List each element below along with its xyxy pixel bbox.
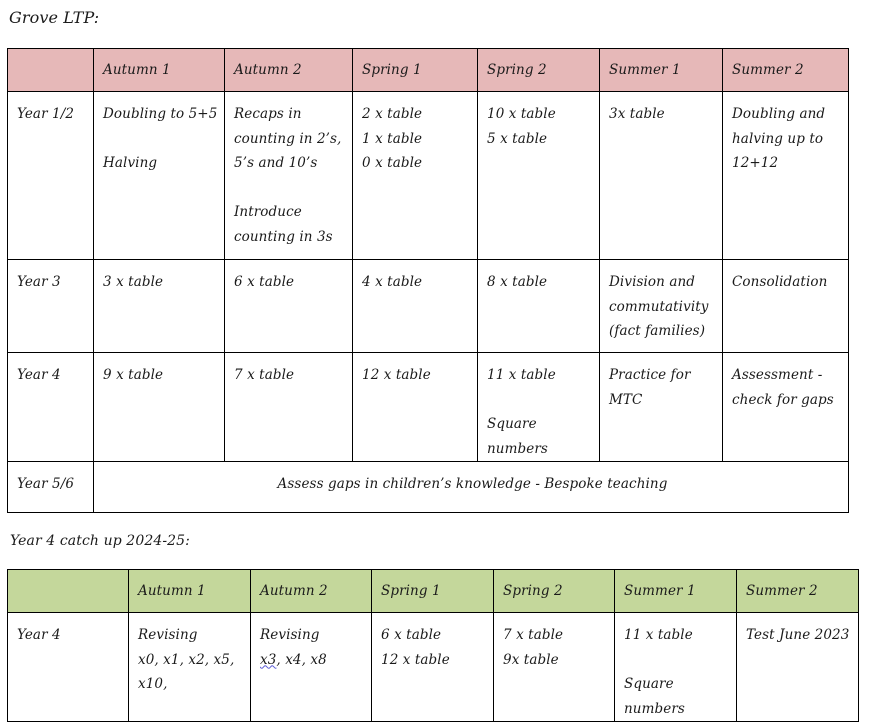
cell-line: Square numbers bbox=[487, 416, 548, 457]
cell-line: Assessment - bbox=[732, 367, 823, 383]
row-label: Year 1/2 bbox=[8, 92, 94, 260]
table-cell bbox=[478, 260, 600, 353]
table-cell bbox=[723, 92, 849, 260]
table-cell bbox=[600, 92, 723, 260]
row-label: Year 4 bbox=[8, 353, 94, 462]
cell-gap bbox=[624, 648, 730, 673]
table-cell bbox=[225, 92, 353, 260]
cell-line: Revising bbox=[260, 627, 320, 643]
cell-line: Halving bbox=[103, 155, 158, 171]
header-corner bbox=[8, 49, 94, 92]
table-cell bbox=[372, 613, 494, 722]
cell-line: 8 x table bbox=[487, 274, 548, 290]
cell-line: 6 x table bbox=[234, 274, 295, 290]
cell-line: Practice for bbox=[609, 367, 691, 383]
header-spring-1: Spring 1 bbox=[353, 49, 478, 92]
header-spring-2: Spring 2 bbox=[478, 49, 600, 92]
cell-line: 9x table bbox=[503, 651, 559, 668]
cell-line: Doubling to 5+5 bbox=[103, 106, 218, 122]
table-cell bbox=[225, 353, 353, 462]
cell-line: 3 x table bbox=[103, 274, 164, 290]
header-corner bbox=[8, 570, 129, 613]
table-cell bbox=[353, 260, 478, 353]
section-title: Year 4 catch up 2024-25: bbox=[10, 533, 190, 549]
cell-line: 1 x table bbox=[362, 130, 423, 147]
cell-line: 7 x table bbox=[503, 627, 564, 643]
header-summer-1: Summer 1 bbox=[615, 570, 737, 613]
cell-line: 4 x table bbox=[362, 274, 423, 290]
table-cell bbox=[225, 260, 353, 353]
cell-line: Division and bbox=[609, 274, 696, 290]
cell-line: counting in 2’s, bbox=[234, 130, 342, 147]
cell-gap bbox=[103, 127, 218, 152]
header-summer-2: Summer 2 bbox=[737, 570, 859, 613]
cell-line: 10 x table bbox=[487, 106, 556, 122]
cell-line: x3, x4, x8 bbox=[260, 651, 327, 668]
table-cell bbox=[478, 353, 600, 462]
table-cell bbox=[251, 613, 372, 722]
cell-line: halving up to bbox=[732, 130, 824, 147]
cell-line: 12+12 bbox=[732, 155, 779, 171]
header-autumn-2: Autumn 2 bbox=[225, 49, 353, 92]
cell-line: Consolidation bbox=[732, 274, 828, 290]
cell-line: 7 x table bbox=[234, 367, 295, 383]
table-cell bbox=[600, 353, 723, 462]
cell-line: 11 x table bbox=[487, 367, 556, 383]
table-cell bbox=[353, 92, 478, 260]
cell-line: (fact families) bbox=[609, 323, 706, 339]
table-cell bbox=[478, 92, 600, 260]
cell-line: 5’s and 10’s bbox=[234, 155, 318, 171]
cell-line: Introduce bbox=[234, 204, 302, 220]
table-cell bbox=[737, 613, 859, 722]
cell-line: 2 x table bbox=[362, 106, 423, 122]
cell-line: x10, bbox=[138, 676, 168, 692]
header-row bbox=[8, 49, 849, 92]
header-autumn-1: Autumn 1 bbox=[129, 570, 251, 613]
header-summer-1: Summer 1 bbox=[600, 49, 723, 92]
cell-line: Doubling and bbox=[732, 106, 826, 122]
catchup-table bbox=[7, 569, 859, 722]
table-row bbox=[8, 613, 859, 722]
table-cell bbox=[723, 260, 849, 353]
cell-line: 11 x table bbox=[624, 627, 693, 643]
row-label: Year 3 bbox=[8, 260, 94, 353]
cell-line: Square numbers bbox=[624, 676, 685, 717]
table-cell bbox=[494, 613, 615, 722]
table-cell bbox=[129, 613, 251, 722]
grove-ltp-table bbox=[7, 48, 849, 513]
cell-line: x0, x1, x2, x5, bbox=[138, 651, 235, 668]
table-cell bbox=[353, 353, 478, 462]
cell-line: check for gaps bbox=[732, 391, 834, 408]
cell-line: Test June 2023 bbox=[746, 627, 850, 643]
cell-line: Revising bbox=[138, 627, 198, 643]
cell-gap bbox=[487, 388, 593, 413]
table-cell bbox=[94, 353, 225, 462]
merged-cell: Assess gaps in children’s knowledge - Bespoke teaching bbox=[94, 462, 849, 513]
table-row bbox=[8, 92, 849, 260]
cell-line: counting in 3s bbox=[234, 228, 333, 245]
table-cell bbox=[94, 260, 225, 353]
table-cell bbox=[94, 92, 225, 260]
cell-line: commutativity bbox=[609, 298, 709, 315]
row-label: Year 5/6 bbox=[8, 462, 94, 513]
table-cell bbox=[723, 353, 849, 462]
cell-line: 0 x table bbox=[362, 155, 423, 171]
cell-gap bbox=[234, 176, 346, 201]
cell-line: 12 x table bbox=[362, 367, 431, 383]
header-row bbox=[8, 570, 859, 613]
header-summer-2: Summer 2 bbox=[723, 49, 849, 92]
header-autumn-1: Autumn 1 bbox=[94, 49, 225, 92]
cell-line: 9 x table bbox=[103, 367, 164, 383]
table-row bbox=[8, 260, 849, 353]
header-autumn-2: Autumn 2 bbox=[251, 570, 372, 613]
table-cell bbox=[600, 260, 723, 353]
header-spring-1: Spring 1 bbox=[372, 570, 494, 613]
spellcheck-underline: x3 bbox=[260, 651, 277, 668]
cell-line: 5 x table bbox=[487, 130, 548, 147]
table-row bbox=[8, 462, 849, 513]
header-spring-2: Spring 2 bbox=[494, 570, 615, 613]
cell-line: 3x table bbox=[609, 106, 665, 122]
table-cell bbox=[615, 613, 737, 722]
cell-line: 12 x table bbox=[381, 651, 450, 668]
cell-line: Recaps in bbox=[234, 106, 302, 122]
cell-line: MTC bbox=[609, 391, 643, 408]
table-row bbox=[8, 353, 849, 462]
page-title: Grove LTP: bbox=[9, 8, 100, 27]
row-label: Year 4 bbox=[8, 613, 129, 722]
cell-line: 6 x table bbox=[381, 627, 442, 643]
